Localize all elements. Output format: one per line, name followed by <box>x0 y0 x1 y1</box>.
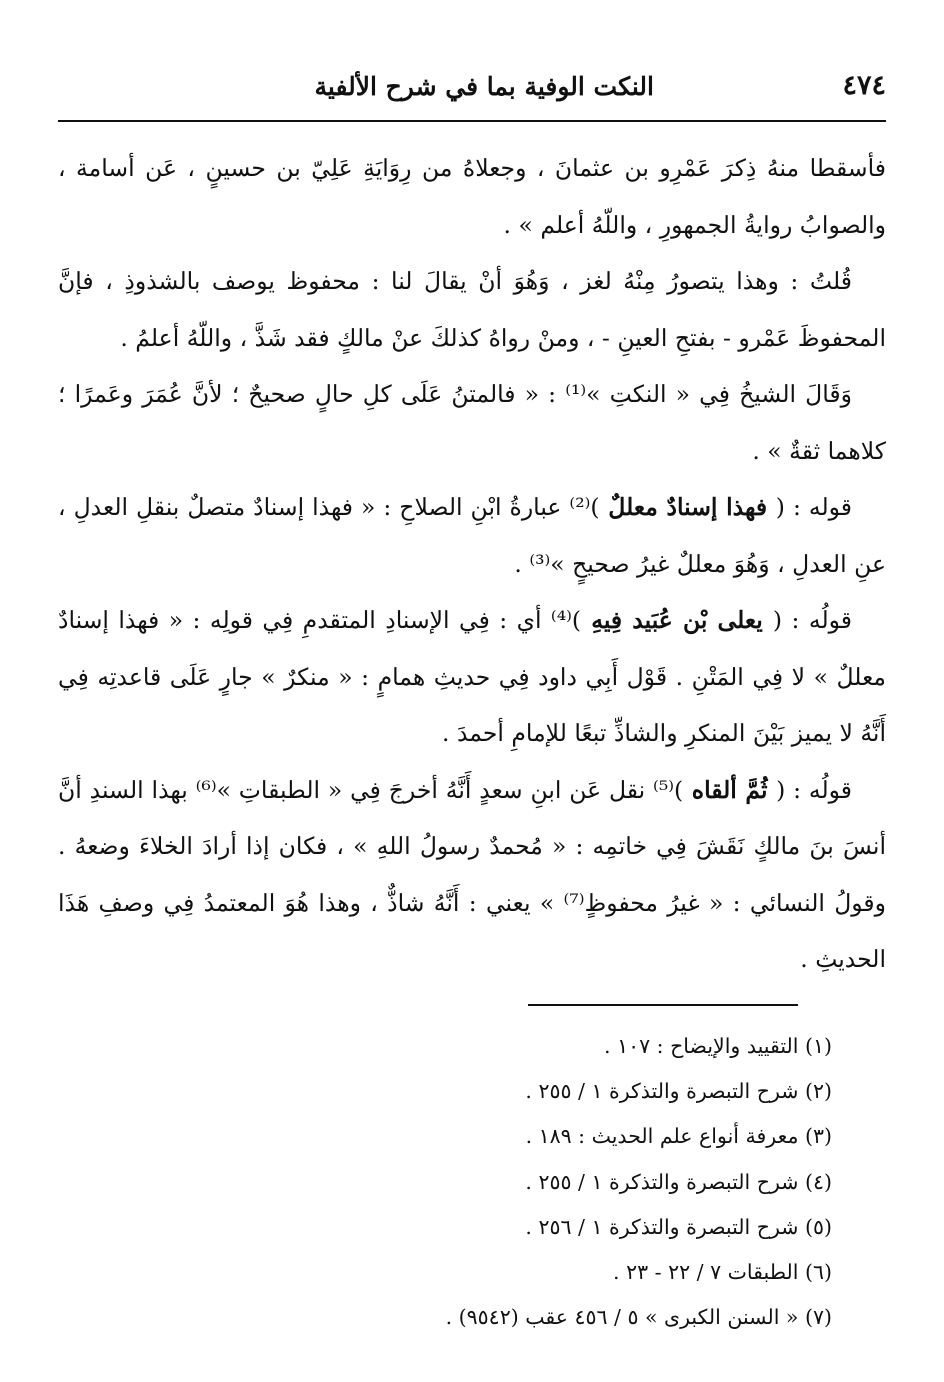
paragraph-rest: )⁽⁵⁾ نقل عَن ابنِ سعدٍ أَنَّهُ أخرجَ فِي « الطبقاتِ »⁽⁶⁾ بهذا السندِ أنَّ أنسَ بنَ مالكٍ نَقَشَ فِي خاتمِه : « مُحمدٌ رسولُ اللهِ » ، فكان إذا أرادَ الخلاءَ وضعهُ . وقولُ النسائي : « غيرُ محفوظٍ⁽⁷⁾ » يعني : أَنَّهُ شاذٌّ ، وهذا هُوَ المعتمدُ فِي وصفِ هَذَا الحديثِ . <box>58 775 886 973</box>
footnote: (٧) « السنن الكبرى » ٥ / ٤٥٦ عقب (٩٥٤٢) . <box>445 1305 832 1330</box>
paragraph-lead: قولُه : ( <box>776 775 852 804</box>
paragraph: فأسقطا منهُ ذِكرَ عَمْرِو بن عثمانَ ، وجعلاهُ من رِوَايَةِ عَلِيّ بن حسينٍ ، عَن أسامة ، والصوابُ روايةُ الجمهورِ ، واللّهُ أعلم » . <box>58 154 886 239</box>
paragraph-lead: قوله : ( <box>775 493 853 521</box>
main-text <box>58 140 886 988</box>
quoted-phrase: يعلى بْن عُبَيد فِيهِ <box>581 606 773 634</box>
footnote: (٣) معرفة أنواع علم الحديث : ١٨٩ . <box>525 1124 832 1149</box>
paragraph: قُلتُ : وهذا يتصورُ مِنْهُ لغز ، وَهُوَ أنْ يقالَ لنا : محفوظ يوصف بالشذوذِ ، فإنَّ المحفوظَ عَمْرو - بفتحِ العينِ - ، ومنْ رواهُ كذلكَ عنْ مالكٍ فقد شَذَّ ، واللّهُ أعلمُ . <box>58 267 886 352</box>
header-divider <box>58 120 886 122</box>
running-title: النكت الوفية بما في شرح الألفية <box>314 72 654 101</box>
paragraph-lead: قولُه : ( <box>772 606 852 634</box>
quoted-phrase: ثُمَّ ألقاه <box>683 775 777 804</box>
page-number: ٤٧٤ <box>842 70 886 101</box>
footnote: (٢) شرح التبصرة والتذكرة ١ / ٢٥٥ . <box>525 1079 832 1104</box>
footnote-divider <box>528 1004 798 1006</box>
paragraph-rest: )⁽⁴⁾ أي : فِي الإسنادِ المتقدمِ فِي قولِه : « فهذا إسنادٌ معللٌ » لا فِي المَتْنِ . قَوْل أَبِي داود فِي حديثِ همامٍ : « منكرٌ » جارٍ عَلَى قاعدتِه فِي أَنَّهُ لا يميز بَيْنَ المنكرِ والشاذِّ تبعًا للإمامِ أحمدَ . <box>58 606 886 747</box>
paragraph <box>58 762 886 988</box>
paragraph <box>58 592 886 762</box>
footnote: (٤) شرح التبصرة والتذكرة ١ / ٢٥٥ . <box>525 1169 832 1194</box>
footnote: (١) التقييد والإيضاح : ١٠٧ . <box>604 1034 832 1058</box>
page-header <box>58 66 886 116</box>
footnote: (٥) شرح التبصرة والتذكرة ١ / ٢٥٦ . <box>525 1214 832 1239</box>
paragraph <box>58 479 886 592</box>
footnotes <box>58 1024 832 1340</box>
paragraph-rest: )⁽²⁾ عبارةُ ابْنِ الصلاحِ : « فهذا إسنادٌ متصلٌ بنقلِ العدلِ ، عنِ العدلِ ، وَهُوَ معللٌ غيرُ صحيحٍ »⁽³⁾ . <box>58 493 886 578</box>
quoted-phrase: فهذا إسنادٌ معللٌ <box>599 493 776 521</box>
paragraph: وَقَالَ الشيخُ فِي « النكتِ »⁽¹⁾ : « فالمتنُ عَلَى كلِ حالٍ صحيحٌ ؛ لأنَّ عُمَرَ وعَمرًا ؛ كلاهما ثقةٌ » . <box>58 380 886 465</box>
footnote: (٦) الطبقات ٧ / ٢٢ - ٢٣ . <box>613 1260 832 1285</box>
